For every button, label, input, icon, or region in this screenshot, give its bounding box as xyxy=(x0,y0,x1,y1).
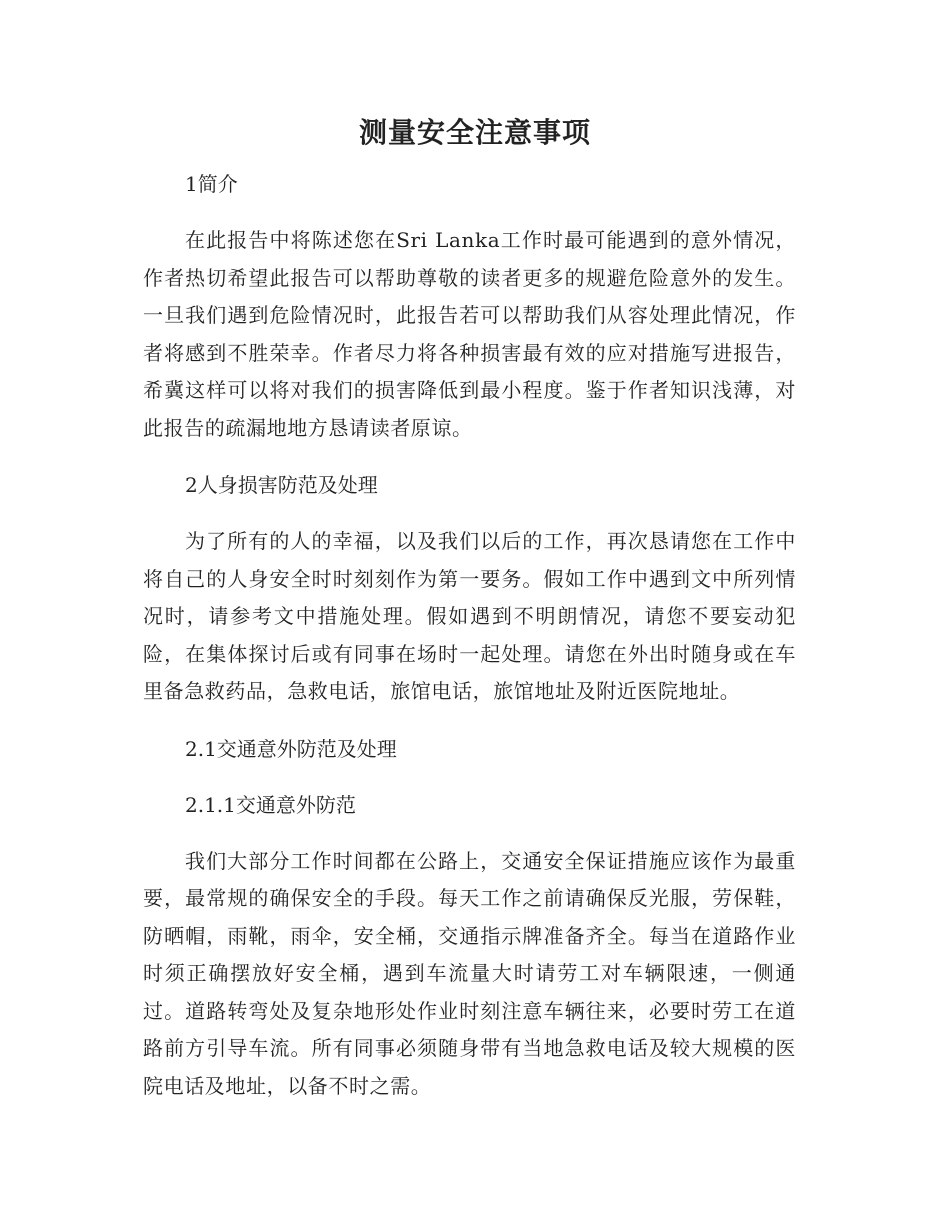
section-heading-traffic-accident: 2.1交通意外防范及处理 xyxy=(185,736,397,761)
section-heading-intro: 1简介 xyxy=(185,172,238,196)
section-heading-personal-injury: 2人身损害防范及处理 xyxy=(185,473,378,497)
paragraph-traffic-prevention: 我们大部分工作时间都在公路上，交通安全保证措施应该作为最重要，最常规的确保安全的手段。每天工作之前请确保反光服，劳保鞋，防晒帽，雨靴，雨伞，安全桶，交通指示牌准备齐全。每当在道路作业时须正确摆放好安全桶，遇到车流量大时请劳工对车辆限速，一侧通过。道路转弯处及复杂地形处作业时刻注意车辆往来，必要时劳工在道路前方引导车流。所有同事必须随身带有当地急救电话及较大规模的医院电话及地址，以备不时之需。 xyxy=(143,848,796,1098)
paragraph-personal-injury: 为了所有的人的幸福，以及我们以后的工作，再次恳请您在工作中将自己的人身安全时时刻刻作为第一要务。假如工作中遇到文中所列情况时，请参考文中措施处理。假如遇到不明朗情况，请您不要妄动犯险，在集体探讨后或有同事在场时一起处理。请您在外出时随身或在车里备急救药品，急救电话，旅馆电话，旅馆地址及附近医院地址。 xyxy=(143,529,796,703)
document-title: 测量安全注意事项 xyxy=(358,116,591,149)
section-heading-traffic-prevention: 2.1.1交通意外防范 xyxy=(185,792,356,817)
paragraph-intro: 在此报告中将陈述您在Sri Lanka工作时最可能遇到的意外情况，作者热切希望此报告可以帮助尊敬的读者更多的规避危险意外的发生。一旦我们遇到危险情况时，此报告若可以帮助我们从容处理此情况，作者将感到不胜荣幸。作者尽力将各种损害最有效的应对措施写进报告，希冀这样可以将对我们的损害降低到最小程度。鉴于作者知识浅薄，对此报告的疏漏地地方恳请读者原谅。 xyxy=(143,228,796,440)
document-body xyxy=(143,166,796,1125)
